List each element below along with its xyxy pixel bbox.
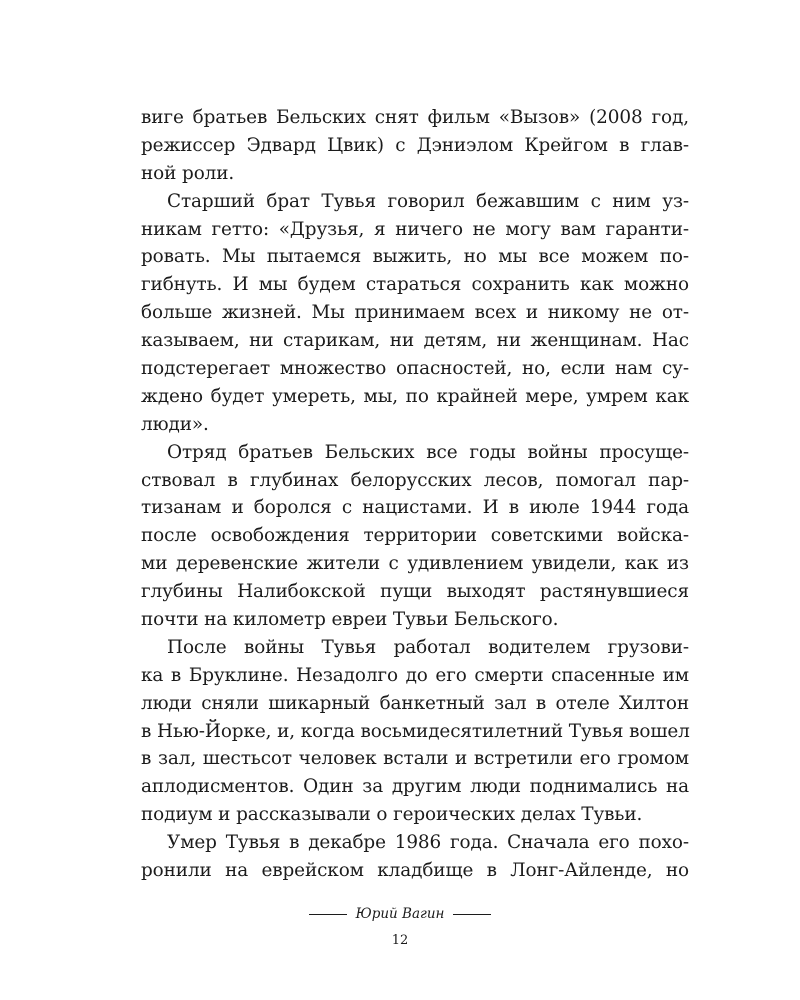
text-line: после освобождения территории советскими войска- xyxy=(141,525,689,547)
text-line: больше жизней. Мы принимаем всех и никому не от- xyxy=(141,302,689,324)
text-line: ждено будет умереть, мы, по крайней мере, умрем как xyxy=(141,385,689,407)
text-line: глубины Налибокской пущи выходят растянувшиеся xyxy=(141,581,689,603)
text-line: аплодисментов. Один за другим люди поднимались на xyxy=(141,776,689,798)
page-number: 12 xyxy=(391,933,409,948)
footer-rule-right xyxy=(453,914,491,915)
footer-rule-left xyxy=(309,914,347,915)
text-line: в Нью-Йорке, и, когда восьмидесятилетний Тувья вошел xyxy=(141,720,690,742)
text-line: никам гетто: «Друзья, я ничего не могу вам гаранти- xyxy=(141,218,689,240)
text-line: тизанам и боролся с нацистами. И в июле 1944 года xyxy=(141,497,689,519)
text-line: ной роли. xyxy=(141,162,235,184)
text-line: режиссер Эдвард Цвик) с Дэниэлом Крейгом в глав- xyxy=(141,134,689,156)
text-line: гибнуть. И мы будем стараться сохранить как можно xyxy=(141,274,689,296)
text-line: люди сняли шикарный банкетный зал в отеле Хилтон xyxy=(141,692,689,714)
text-line: ронили на еврейском кладбище в Лонг-Айленде, но xyxy=(141,860,689,882)
text-line: ми деревенские жители с удивлением увидели, как из xyxy=(141,553,689,575)
text-line: виге братьев Бельских снят фильм «Вызов» (2008 год, xyxy=(141,107,689,128)
text-line: ствовал в глубинах белорусских лесов, помогал пар- xyxy=(141,469,689,491)
text-line: казываем, ни старикам, ни детям, ни женщинам. Нас xyxy=(141,330,689,352)
running-footer xyxy=(0,903,800,925)
text-line: Старший брат Тувья говорил бежавшим с ним уз- xyxy=(167,190,689,212)
text-line: ка в Бруклине. Незадолго до его смерти спасенные им xyxy=(141,664,689,686)
text-line: подиум и рассказывали о героических делах Тувьи. xyxy=(141,804,643,826)
text-line: подстерегает множество опасностей, но, если нам су- xyxy=(141,358,689,380)
body-text xyxy=(141,104,689,885)
author-name: Юрий Вагин xyxy=(355,906,445,922)
text-line: Отряд братьев Бельских все годы войны просуще- xyxy=(167,441,689,463)
text-line: ровать. Мы пытаемся выжить, но мы все можем по- xyxy=(141,246,689,268)
text-line: люди». xyxy=(141,413,209,435)
text-line: в зал, шестьсот человек встали и встретили его громом xyxy=(141,748,689,770)
text-line: После войны Тувья работал водителем грузови- xyxy=(167,636,689,658)
text-line: Умер Тувья в декабре 1986 года. Сначала его похо- xyxy=(167,832,689,854)
text-line: почти на километр евреи Тувьи Бельского. xyxy=(141,609,559,631)
